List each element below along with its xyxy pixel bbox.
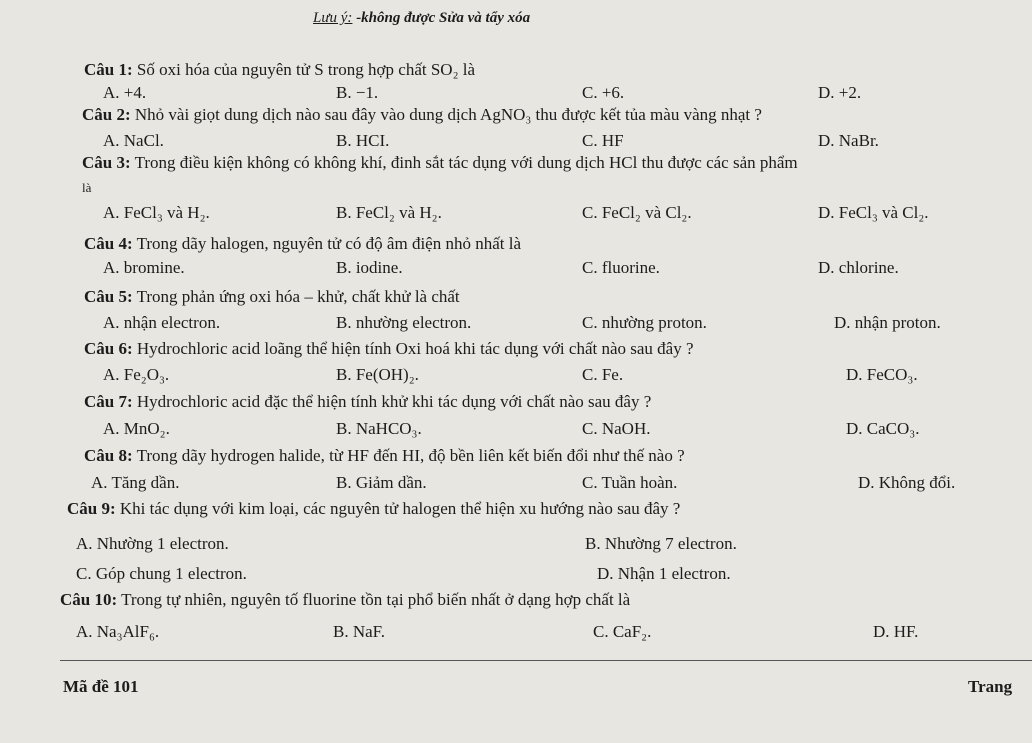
question-label: Câu 9: — [67, 499, 116, 518]
option-8c: C. Tuần hoàn. — [582, 473, 678, 492]
question-label: Câu 10: — [60, 590, 118, 609]
question-text: Trong tự nhiên, nguyên tố fluorine tồn tại phổ biến nhất ở dạng hợp chất là — [117, 590, 631, 609]
option-5d: D. nhận proton. — [834, 313, 941, 332]
option-5a: A. nhận electron. — [103, 313, 221, 332]
question-3-continuation: là — [82, 180, 92, 195]
option-5c: C. nhường proton. — [582, 313, 707, 332]
option-6d: D. FeCO₃. — [846, 365, 918, 384]
option-8a: A. Tăng dần. — [91, 473, 180, 492]
question-label: Câu 3: — [82, 153, 131, 172]
option-6a: A. Fe₂O₃. — [103, 365, 170, 384]
note-prefix: Lưu ý: — [313, 10, 353, 26]
option-10b: B. NaF. — [333, 622, 386, 641]
option-4d: D. chlorine. — [818, 258, 899, 277]
option-1b: B. −1. — [336, 83, 379, 102]
question-label: Câu 6: — [84, 339, 133, 358]
question-label: Câu 2: — [82, 105, 131, 124]
question-4 — [84, 234, 521, 254]
option-2c: C. HF — [582, 131, 624, 150]
option-3d: D. FeCl₃ và Cl₂. — [818, 203, 929, 222]
option-10c: C. CaF₂. — [593, 622, 652, 641]
exam-code: Mã đề 101 — [63, 677, 139, 696]
question-label: Câu 1: — [84, 60, 133, 79]
question-6 — [84, 339, 694, 359]
question-text: Khi tác dụng với kim loại, các nguyên tử halogen thể hiện xu hướng nào sau đây ? — [115, 499, 681, 518]
option-3a: A. FeCl₃ và H₂. — [103, 203, 210, 222]
question-9 — [67, 499, 680, 519]
question-5 — [84, 287, 460, 307]
option-9a: A. Nhường 1 electron. — [76, 534, 229, 553]
question-10 — [60, 590, 630, 610]
question-1 — [84, 60, 475, 80]
option-3c: C. FeCl₂ và Cl₂. — [582, 203, 692, 222]
option-4a: A. bromine. — [103, 258, 185, 277]
option-1a: A. +4. — [103, 83, 147, 102]
option-4c: C. fluorine. — [582, 258, 660, 277]
option-5b: B. nhường electron. — [336, 313, 472, 332]
page-label: Trang — [968, 677, 1013, 696]
question-7 — [84, 392, 651, 412]
footer-divider — [60, 660, 1032, 661]
question-2 — [82, 105, 762, 125]
question-label: Câu 4: — [84, 234, 133, 253]
question-text: Hydrochloric acid loãng thể hiện tính Oxi hoá khi tác dụng với chất nào sau đây ? — [132, 339, 694, 358]
option-8b: B. Giảm dần. — [336, 473, 427, 492]
question-3 — [82, 153, 798, 173]
option-2b: B. HCI. — [336, 131, 390, 150]
option-10a: A. Na₃AlF₆. — [76, 622, 160, 641]
option-9c: C. Góp chung 1 electron. — [76, 564, 247, 583]
question-text: Trong phản ứng oxi hóa – khử, chất khử là chất — [132, 287, 460, 306]
exam-note — [313, 8, 530, 28]
option-4b: B. iodine. — [336, 258, 403, 277]
option-8d: D. Không đổi. — [858, 473, 956, 492]
option-10d: D. HF. — [873, 622, 919, 641]
option-3b: B. FeCl₂ và H₂. — [336, 203, 442, 222]
option-7c: C. NaOH. — [582, 419, 651, 438]
option-2d: D. NaBr. — [818, 131, 879, 150]
question-label: Câu 7: — [84, 392, 133, 411]
option-1d: D. +2. — [818, 83, 862, 102]
option-7a: A. MnO₂. — [103, 419, 170, 438]
question-label: Câu 5: — [84, 287, 133, 306]
question-text: Nhỏ vài giọt dung dịch nào sau đây vào dung dịch AgNO₃ thu được kết tủa màu vàng nhạt ? — [130, 105, 762, 124]
option-1c: C. +6. — [582, 83, 625, 102]
question-text: Trong điều kiện không có không khí, đinh sắt tác dụng với dung dịch HCl thu được các sản phẩm — [130, 153, 798, 172]
note-text: -không được Sửa và tẩy xóa — [352, 10, 531, 26]
option-9d: D. Nhận 1 electron. — [597, 564, 731, 583]
option-7b: B. NaHCO₃. — [336, 419, 422, 438]
option-7d: D. CaCO₃. — [846, 419, 920, 438]
question-text: Hydrochloric acid đặc thể hiện tính khử khi tác dụng với chất nào sau đây ? — [132, 392, 652, 411]
option-2a: A. NaCl. — [103, 131, 164, 150]
question-label: Câu 8: — [84, 446, 133, 465]
question-text: Số oxi hóa của nguyên tử S trong hợp chất SO₂ là — [132, 60, 476, 79]
question-text: Trong dãy halogen, nguyên tử có độ âm điện nhỏ nhất là — [132, 234, 522, 253]
question-text: Trong dãy hydrogen halide, từ HF đến HI, độ bền liên kết biến đổi như thế nào ? — [132, 446, 685, 465]
question-8 — [84, 446, 685, 466]
option-6b: B. Fe(OH)₂. — [336, 365, 419, 384]
option-9b: B. Nhường 7 electron. — [585, 534, 737, 553]
option-6c: C. Fe. — [582, 365, 624, 384]
